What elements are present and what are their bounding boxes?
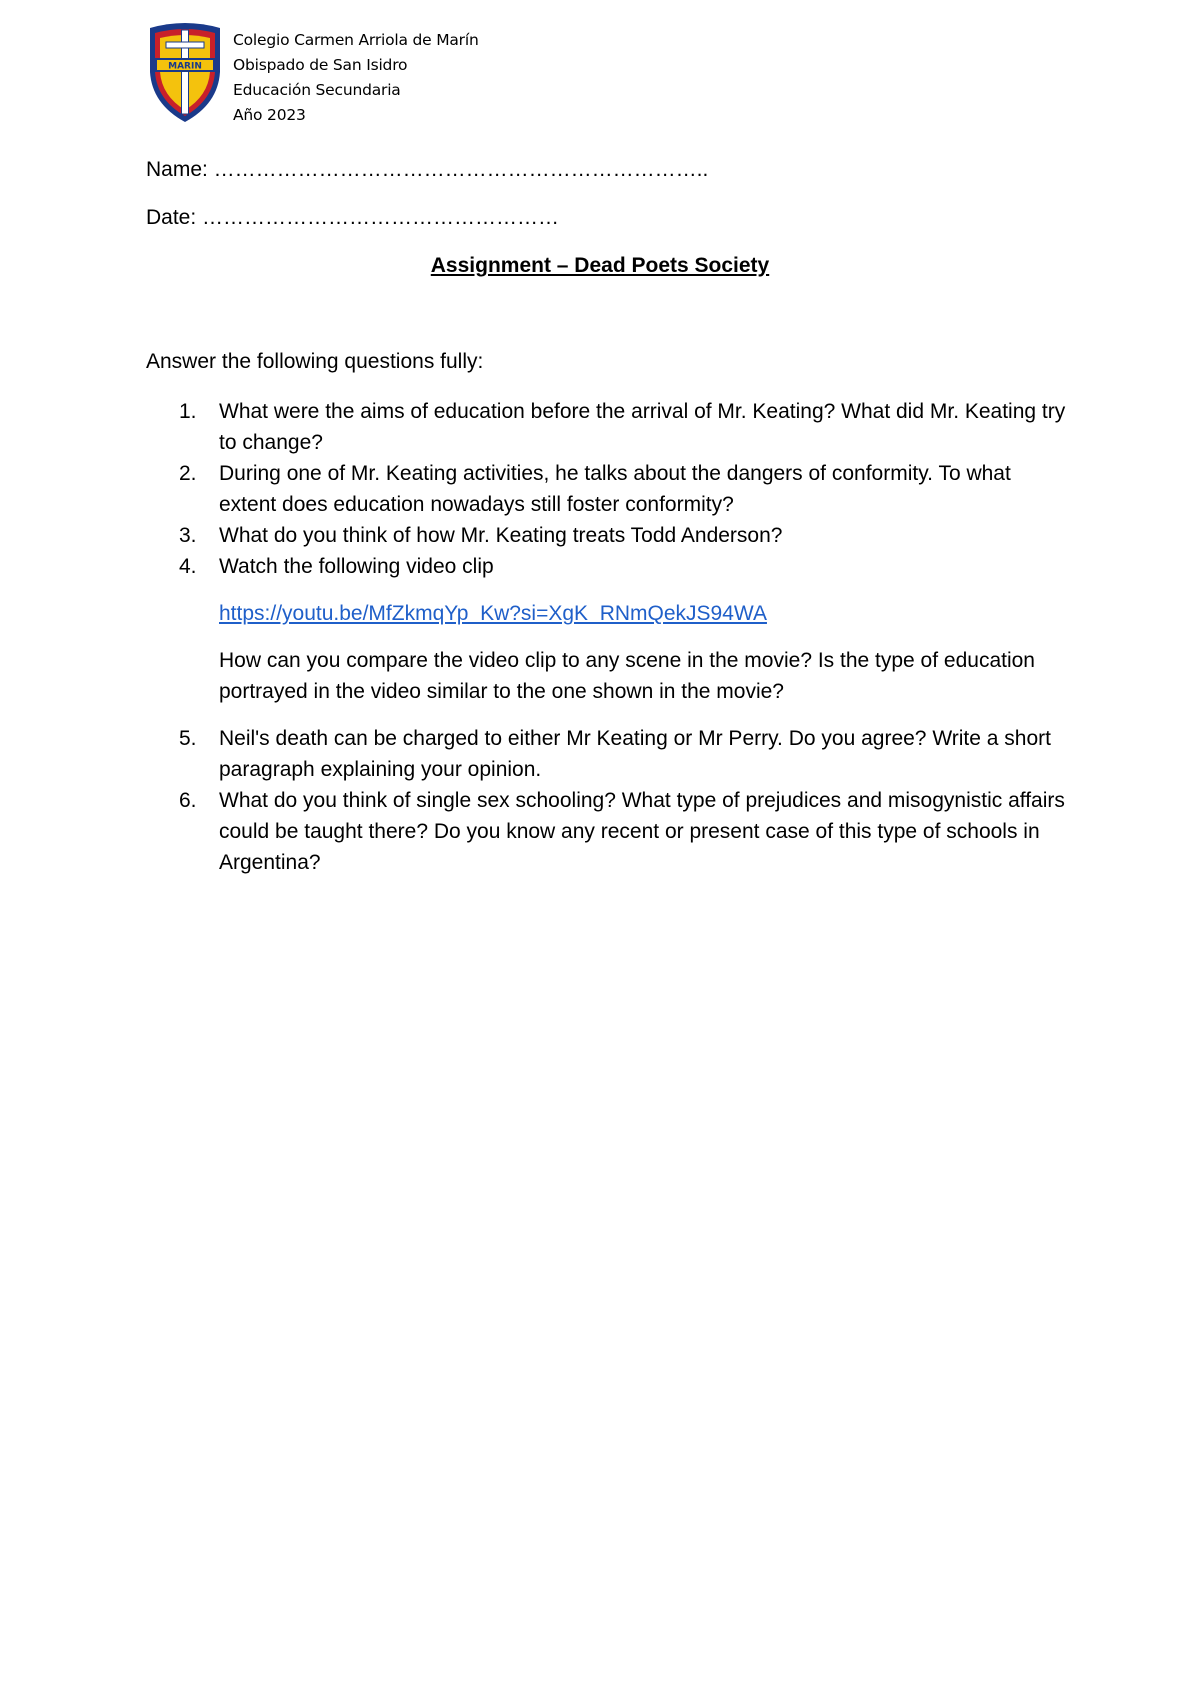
question-item <box>146 458 1066 520</box>
question-number: 6. <box>179 789 197 812</box>
school-name: Colegio Carmen Arriola de Marín <box>233 31 479 49</box>
question-number: 3. <box>179 524 197 547</box>
school-info <box>233 22 479 128</box>
question-item <box>146 785 1066 878</box>
question-text: What were the aims of education before the arrival of Mr. Keating? What did Mr. Keating try to change? <box>219 400 1066 454</box>
school-diocese: Obispado de San Isidro <box>233 56 408 74</box>
crest-banner-text: MARIN <box>168 61 202 72</box>
question-text: During one of Mr. Keating activities, he talks about the dangers of conformity. To what extent does education nowadays still foster conformity? <box>219 462 1011 516</box>
date-field: Date: …………………………………………… <box>146 206 560 229</box>
question-number: 5. <box>179 727 197 750</box>
question-item <box>146 396 1066 458</box>
question-item <box>146 723 1066 785</box>
question-text: What do you think of how Mr. Keating treats Todd Anderson? <box>219 524 783 547</box>
school-crest-icon <box>146 22 224 124</box>
question-text: What do you think of single sex schooling? What type of prejudices and misogynistic affairs could be taught there? Do you know any recent or present case of this type of schools in Argentina? <box>219 789 1065 874</box>
school-header <box>146 22 479 128</box>
question-list <box>146 396 1066 878</box>
assignment-title: Assignment – Dead Poets Society <box>430 254 770 277</box>
question-number: 1. <box>179 400 197 423</box>
question-item <box>146 520 1066 551</box>
school-level: Educación Secundaria <box>233 81 401 99</box>
video-link[interactable]: https://youtu.be/MfZkmqYp_Kw?si=XgK_RNmQekJS94WA <box>219 602 767 625</box>
question-text: Watch the following video clip <box>219 555 494 578</box>
question-number: 2. <box>179 462 197 485</box>
school-year: Año 2023 <box>233 106 306 124</box>
name-field: Name: …………………………………………………………….. <box>146 158 709 181</box>
question-followup-text: How can you compare the video clip to any scene in the movie? Is the type of education portrayed in the video similar to the one shown in the movie? <box>219 649 1035 703</box>
question-number: 4. <box>179 555 197 578</box>
instructions: Answer the following questions fully: <box>146 350 484 373</box>
question-item <box>146 551 1066 723</box>
question-text: Neil's death can be charged to either Mr Keating or Mr Perry. Do you agree? Write a short paragraph explaining your opinion. <box>219 727 1051 781</box>
